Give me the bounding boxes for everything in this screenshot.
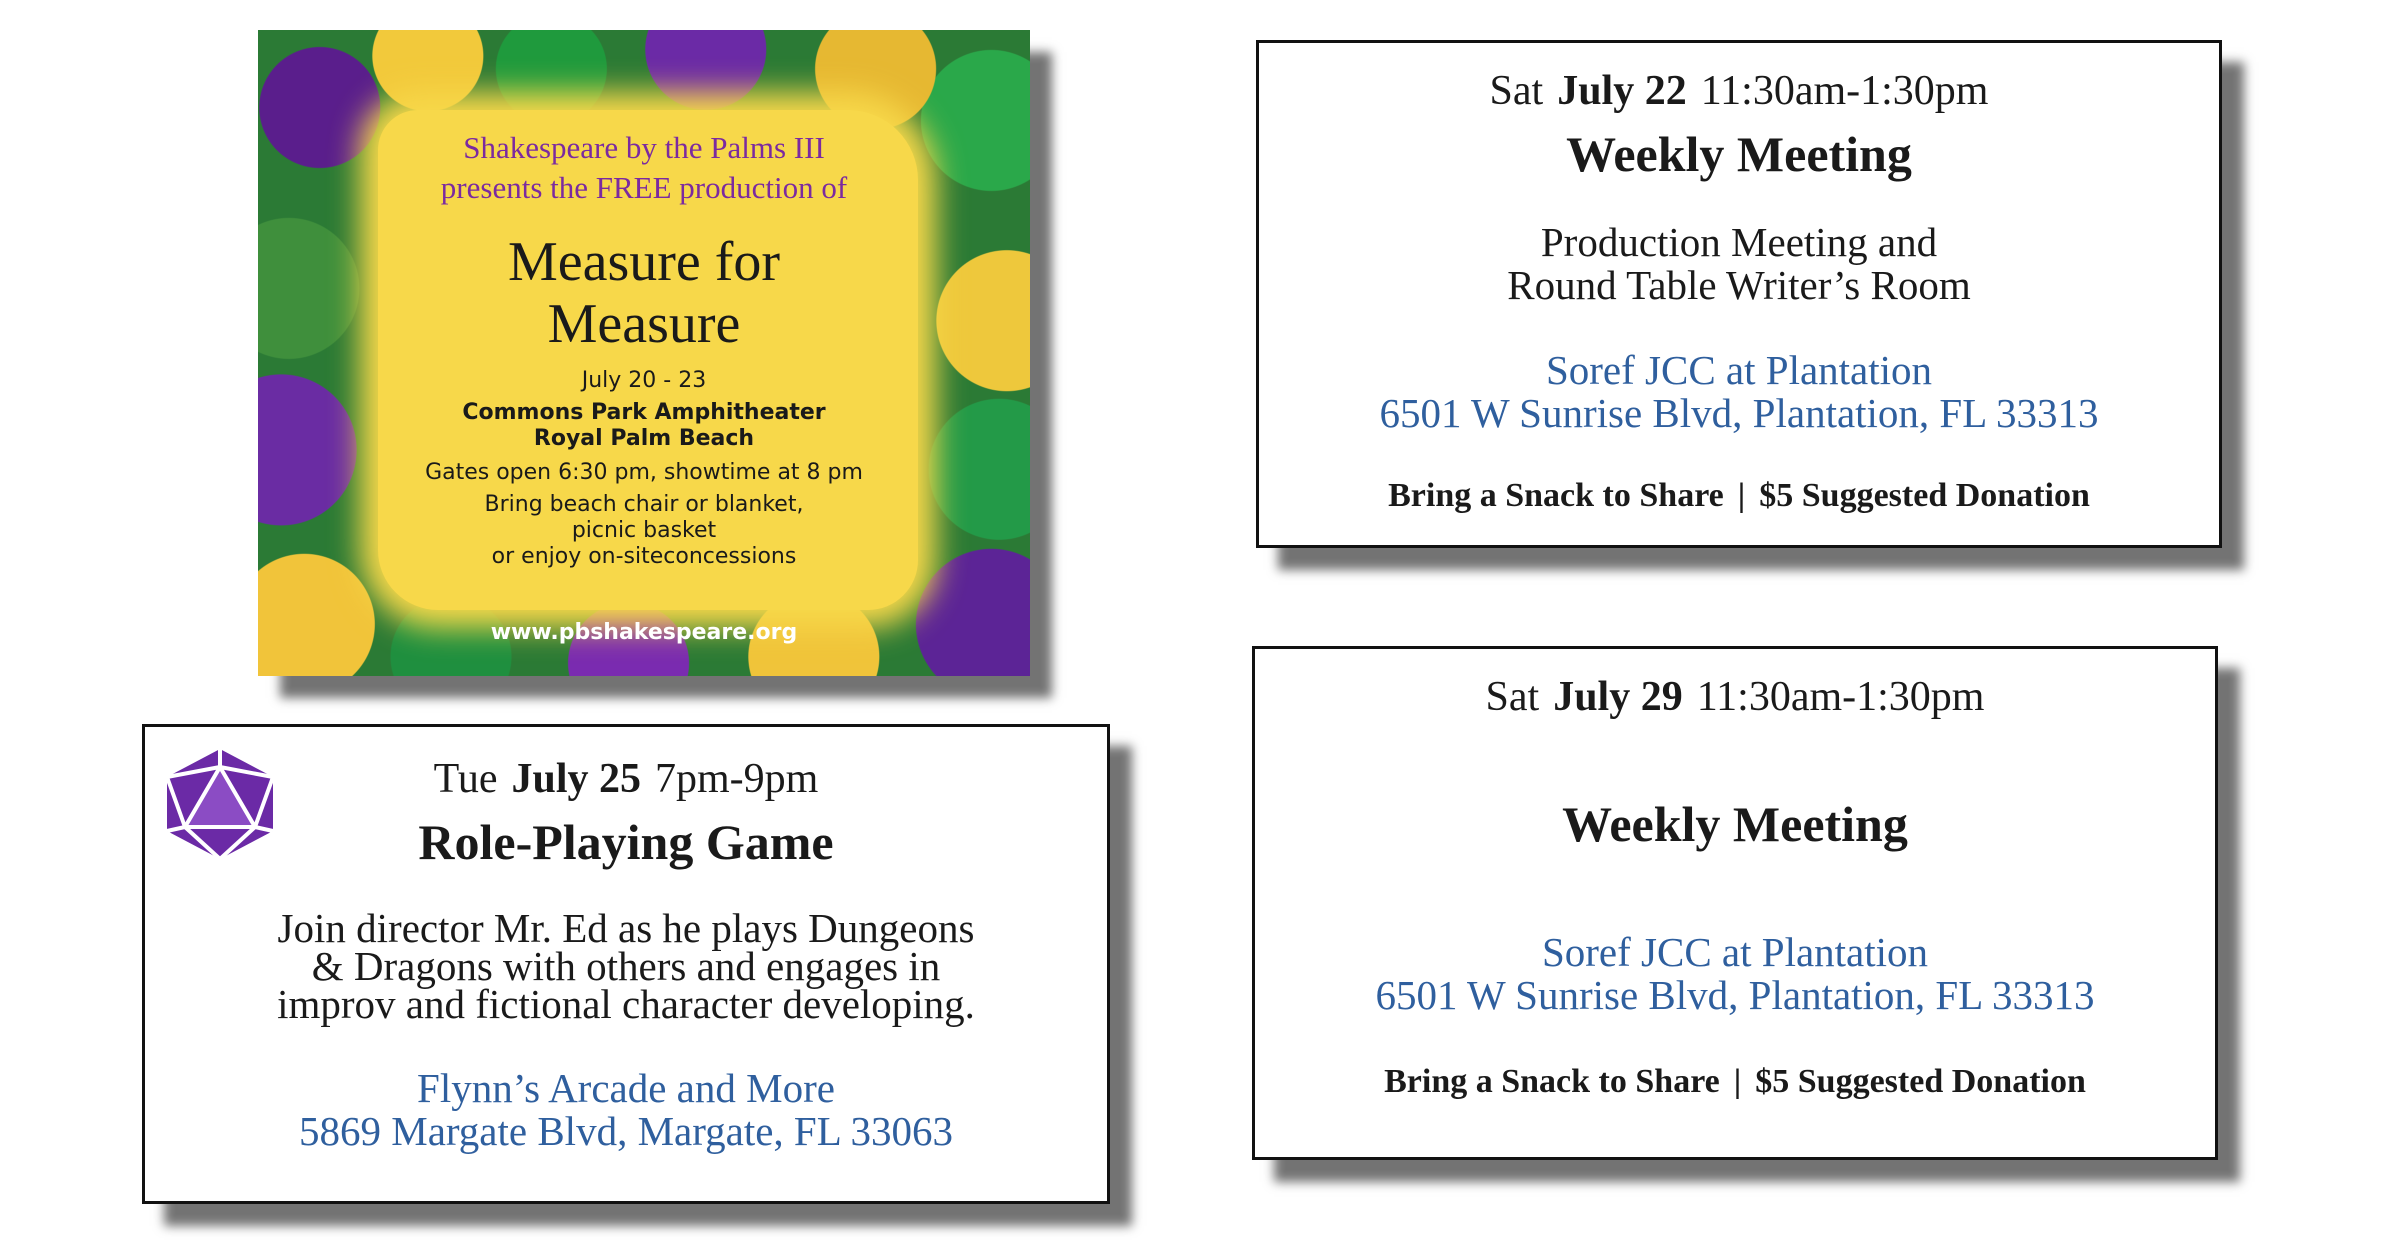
poster-dates: July 20 - 23 [581, 368, 707, 393]
event-date: July 29 [1553, 674, 1683, 720]
footer-separator: | [1737, 477, 1746, 514]
event-card-july25 [142, 724, 1110, 1204]
event-datetime [1255, 673, 2215, 721]
event-datetime [145, 755, 1107, 803]
event-description-line1: Production Meeting and [1540, 219, 1938, 265]
event-footer [1255, 1063, 2215, 1101]
event-time: 11:30am-1:30pm [1700, 68, 1989, 114]
poster-bring-line1: Bring beach chair or blanket, [484, 492, 804, 517]
event-venue-address[interactable]: 5869 Margate Blvd, Margate, FL 33063 [298, 1108, 954, 1154]
poster-bring-line2: picnic basket [571, 518, 717, 543]
footer-separator: | [1733, 1063, 1742, 1100]
poster-gates: Gates open 6:30 pm, showtime at 8 pm [425, 460, 863, 485]
event-venue-address[interactable]: 6501 W Sunrise Blvd, Plantation, FL 33313 [1375, 972, 2095, 1018]
poster-venue-line1: Commons Park Amphitheater [462, 400, 826, 425]
poster-title-line2: Measure [547, 293, 741, 355]
event-venue-name[interactable]: Flynn’s Arcade and More [417, 1065, 835, 1111]
event-datetime [1259, 67, 2219, 115]
event-time: 7pm-9pm [655, 756, 819, 802]
event-description-line2: Round Table Writer’s Room [1507, 262, 1971, 308]
poster-title-line1: Measure for [507, 231, 781, 293]
event-venue-name[interactable]: Soref JCC at Plantation [1541, 929, 1929, 975]
event-venue-address[interactable]: 6501 W Sunrise Blvd, Plantation, FL 33313 [1379, 390, 2099, 436]
event-footer [1259, 477, 2219, 515]
event-title: Weekly Meeting [1566, 126, 1912, 182]
donation-note: $5 Suggested Donation [1755, 1063, 2086, 1100]
event-venue-name[interactable]: Soref JCC at Plantation [1545, 347, 1933, 393]
event-day: Sat [1485, 674, 1540, 720]
poster-url[interactable]: www.pbshakespeare.org [490, 620, 798, 645]
poster-presenter: Shakespeare by the Palms III [463, 130, 825, 165]
event-card-july22 [1256, 40, 2222, 548]
poster-presents: presents the FREE production of [440, 170, 848, 205]
snack-note: Bring a Snack to Share [1384, 1063, 1720, 1100]
event-date: July 22 [1557, 68, 1687, 114]
donation-note: $5 Suggested Donation [1759, 477, 2090, 514]
event-time: 11:30am-1:30pm [1696, 674, 1985, 720]
event-day: Sat [1489, 68, 1544, 114]
measure-for-measure-poster [258, 30, 1030, 676]
event-card-july29 [1252, 646, 2218, 1160]
snack-note: Bring a Snack to Share [1388, 477, 1724, 514]
event-title: Weekly Meeting [1562, 796, 1908, 852]
event-day: Tue [433, 756, 498, 802]
poster-venue-line2: Royal Palm Beach [533, 426, 755, 451]
poster-text-block [258, 30, 1030, 676]
event-date: July 25 [511, 756, 642, 802]
event-title: Role-Playing Game [418, 814, 834, 870]
poster-bring-line3: or enjoy on-siteconcessions [491, 544, 797, 569]
event-description-line1: Join director Mr. Ed as he plays Dungeons [277, 905, 975, 951]
event-description-line3: improv and fictional character developing. [277, 981, 975, 1027]
event-description-line2: & Dragons with others and engages in [311, 943, 941, 989]
